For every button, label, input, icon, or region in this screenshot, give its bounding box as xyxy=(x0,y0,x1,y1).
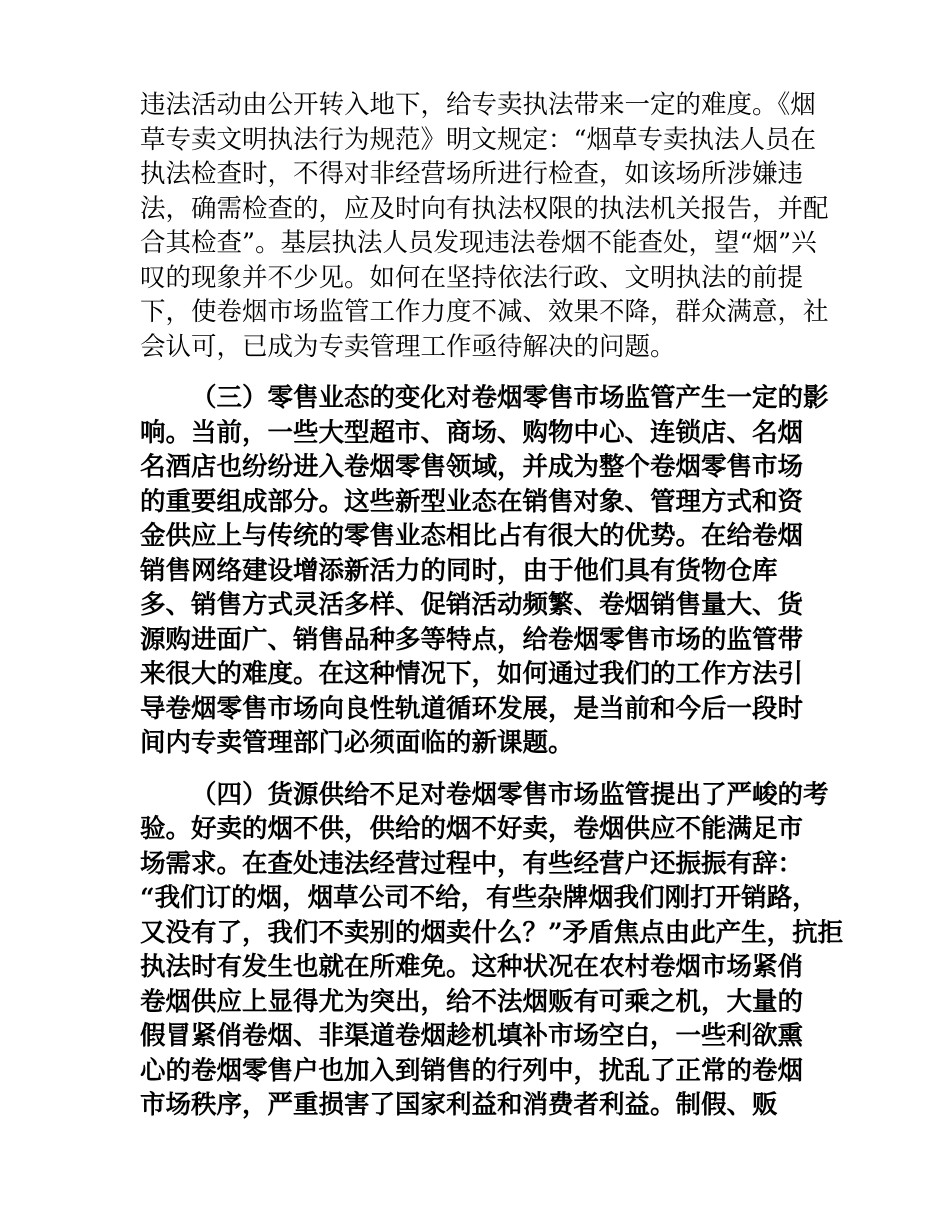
text-line: 会认可，已成为专卖管理工作亟待解决的问题。 xyxy=(140,331,676,362)
text-line: 法，确需检查的，应及时向有执法权限的执法机关报告，并配 xyxy=(140,193,829,224)
text-line: 的重要组成部分。这些新型业态在销售对象、管理方式和资 xyxy=(140,486,804,517)
text-line: 又没有了，我们不卖别的烟卖什么？”矛盾焦点由此产生，抗拒 xyxy=(140,917,844,948)
text-line: 卷烟供应上显得尤为突出，给不法烟贩有可乘之机，大量的 xyxy=(140,986,804,1017)
text-line: 草专卖文明执法行为规范》明文规定：“烟草专卖执法人员在 xyxy=(140,124,817,155)
text-line: 响。当前，一些大型超市、商场、购物中心、连锁店、名烟 xyxy=(140,417,804,448)
text-line: 市场秩序，严重损害了国家利益和消费者利益。制假、贩 xyxy=(140,1090,778,1120)
paragraph-2 xyxy=(140,381,829,761)
paragraph-3 xyxy=(140,778,844,1123)
text-line: 销售网络建设增添新活力的同时，由于他们具有货物仓库 xyxy=(140,555,778,586)
text-line: 叹的现象并不少见。如何在坚持依法行政、文明执法的前提 xyxy=(140,262,804,293)
text-line: “我们订的烟，烟草公司不给，有些杂牌烟我们刚打开销路， xyxy=(140,883,818,913)
text-line: 来很大的难度。在这种情况下，如何通过我们的工作方法引 xyxy=(140,659,804,689)
text-line: 导卷烟零售市场向良性轨道循环发展，是当前和今后一段时 xyxy=(140,693,804,724)
text-line: 假冒紧俏卷烟、非渠道卷烟趁机填补市场空白，一些利欲熏 xyxy=(140,1021,804,1051)
text-line: 金供应上与传统的零售业态相比占有很大的优势。在给卷烟 xyxy=(140,521,804,551)
text-line: 违法活动由公开转入地下，给专卖执法带来一定的难度。《烟 xyxy=(140,90,816,120)
text-line: 名酒店也纷纷进入卷烟零售领域，并成为整个卷烟零售市场 xyxy=(140,452,804,482)
text-line: 下，使卷烟市场监管工作力度不减、效果不降，群众满意，社 xyxy=(140,297,829,327)
text-line: 执法时有发生也就在所难免。这种状况在农村卷烟市场紧俏 xyxy=(140,952,804,982)
text-line: 多、销售方式灵活多样、促销活动频繁、卷烟销售量大、货 xyxy=(140,590,804,620)
text-line: 间内专卖管理部门必须面临的新课题。 xyxy=(140,728,574,758)
text-line: 执法检查时，不得对非经营场所进行检查，如该场所涉嫌违 xyxy=(140,159,804,189)
text-line: 验。好卖的烟不供，供给的烟不好卖，卷烟供应不能满足市 xyxy=(140,814,804,844)
paragraph-1 xyxy=(140,88,829,364)
document-page xyxy=(140,88,844,1123)
text-line: 场需求。在查处违法经营过程中，有些经营户还振振有辞： xyxy=(140,848,804,879)
text-line: 源购进面广、销售品种多等特点，给卷烟零售市场的监管带 xyxy=(140,624,804,655)
text-line: （三）零售业态的变化对卷烟零售市场监管产生一定的影 xyxy=(191,383,829,413)
text-line: （四）货源供给不足对卷烟零售市场监管提出了严峻的考 xyxy=(191,779,829,810)
text-line: 合其检查”。基层执法人员发现违法卷烟不能查处，望“烟”兴 xyxy=(140,228,817,258)
text-line: 心的卷烟零售户也加入到销售的行列中，扰乱了正常的卷烟 xyxy=(140,1055,804,1086)
